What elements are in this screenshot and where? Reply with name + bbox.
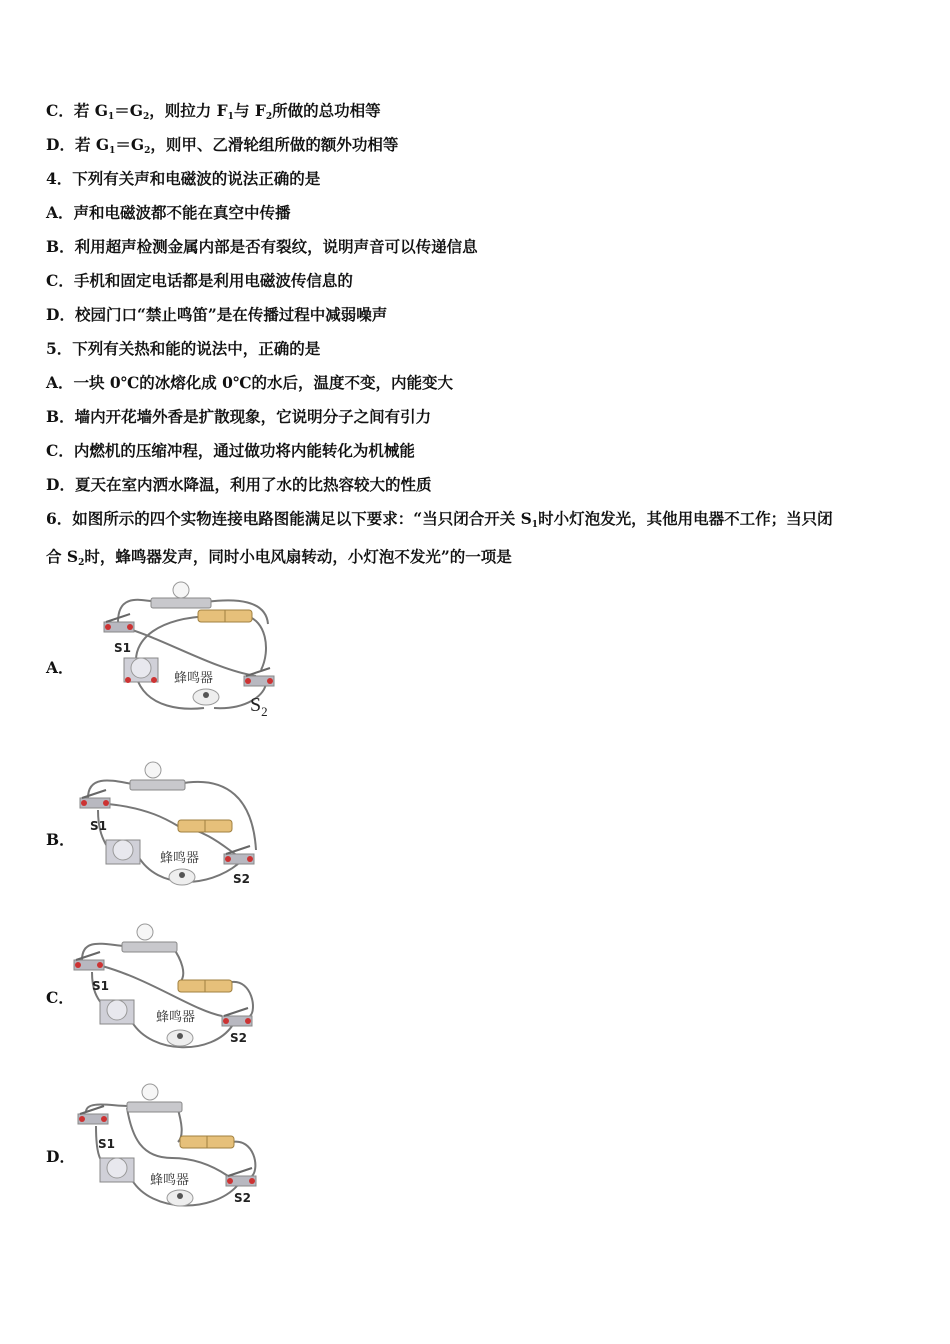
q6-stem-line1: 6．如图所示的四个实物连接电路图能满足以下要求：“当只闭合开关 $S_1$时小灯泡发光，其他用电器不工作；当只闭 [46,509,833,530]
q4-option-b: B．利用超声检测金属内部是否有裂纹，说明声音可以传递信息 [46,237,478,256]
q4-option-d: D．校园门口“禁止鸣笛”是在传播过程中减弱噪声 [46,305,388,324]
circuit-diagram-d [72,1078,262,1218]
circuit-diagram-c [72,920,262,1060]
q6-option-b-label: B． [46,830,75,849]
buzzer-label-c: 蜂鸣器 [156,1010,196,1025]
q5-option-c: C．内燃机的压缩冲程，通过做功将内能转化为机械能 [46,441,415,460]
s1-label-d: S1 [98,1137,115,1151]
q6-stem-line2: 合 $S_2$时，蜂鸣器发声，同时小电风扇转动，小灯泡不发光”的一项是 [46,547,512,568]
q6-option-a-label: A． [46,658,74,677]
buzzer-label-a: 蜂鸣器 [174,671,214,686]
q6-option-d-label: D． [46,1147,75,1166]
s2-label-d: S2 [234,1191,251,1205]
q4-option-c: C．手机和固定电话都是利用电磁波传信息的 [46,271,353,290]
q5-option-b: B．墙内开花墙外香是扩散现象，它说明分子之间有引力 [46,407,432,426]
q5-option-d: D．夏天在室内洒水降温，利用了水的比热容较大的性质 [46,475,432,494]
buzzer-label-b: 蜂鸣器 [160,851,200,866]
s1-label-c: S1 [92,979,109,993]
circuit-diagram-b [78,760,268,895]
s2-label-b: S2 [233,872,250,886]
q5-option-a: A．一块 0℃的冰熔化成 0℃的水后，温度不变，内能变大 [46,373,454,392]
q5-stem: 5．下列有关热和能的说法中，正确的是 [46,339,321,358]
q4-stem: 4．下列有关声和电磁波的说法正确的是 [46,169,321,188]
q6-option-c-label: C． [46,988,74,1007]
q3-option-d: D．若 $G_1=G_2$，则甲、乙滑轮组所做的额外功相等 [46,135,399,156]
s2-label-a: $S_2$ [250,694,268,719]
buzzer-label-d: 蜂鸣器 [150,1173,190,1188]
q3-option-c: C．若 $G_1=G_2$，则拉力 $F_1$与 $F_2$所做的总功相等 [46,101,381,122]
s2-label-c: S2 [230,1031,247,1045]
q4-option-a: A．声和电磁波都不能在真空中传播 [46,203,291,222]
s1-label-a: S1 [114,641,131,655]
s1-label-b: S1 [90,819,107,833]
